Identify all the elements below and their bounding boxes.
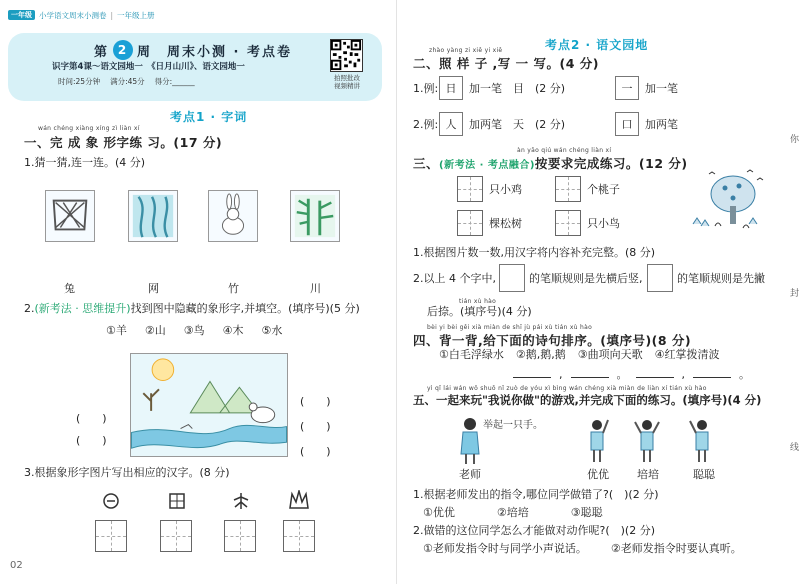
q3-2c: 的笔顺规则是先撇 bbox=[677, 272, 765, 285]
q3-2b: 的笔顺规则是先横后竖, bbox=[529, 272, 643, 285]
tree-pictograph-icon bbox=[232, 492, 250, 510]
q2-ex1-char: 日 bbox=[439, 76, 463, 100]
pictograph-net-image bbox=[45, 190, 95, 242]
scene-answer-5[interactable]: ( ) bbox=[300, 445, 331, 458]
q1-2-tag: (新考法 · 思维提升) bbox=[34, 302, 131, 315]
grade-badge: 一年级 bbox=[8, 10, 35, 20]
q2-pinyin: zhào yàng zi xiě yi xiě bbox=[429, 47, 503, 54]
word-3: 竹 bbox=[228, 282, 239, 295]
q5-1-title: 1.根据老师发出的指令,哪位同学做错了?( )(2 分) bbox=[413, 488, 659, 501]
scene-answer-2[interactable]: ( ) bbox=[76, 412, 107, 425]
margin-char-2: 封 bbox=[790, 289, 800, 299]
q5-pinyin: yì qǐ lái wán wǒ shuō nǐ zuò de yóu xì bìng wán chéng xià miàn de liàn xí tián xù hào bbox=[427, 385, 707, 392]
peach-tree-image bbox=[687, 168, 769, 232]
grade-label: 一年级上册 bbox=[117, 10, 155, 20]
scene-answer-3[interactable]: ( ) bbox=[300, 420, 331, 433]
top-header: 一年级 小学语文周末小测卷 | 一年级上册 bbox=[8, 8, 155, 22]
pictograph-river-image bbox=[128, 190, 178, 242]
label-youyou: 优优 bbox=[587, 468, 609, 481]
q2-ex2-char: 人 bbox=[439, 112, 463, 136]
pictograph-rabbit-image bbox=[208, 190, 258, 242]
writing-grid-2[interactable] bbox=[160, 520, 192, 552]
label-teacher: 老师 bbox=[459, 468, 481, 481]
left-page bbox=[0, 0, 396, 584]
q2-title: 二、照 样 子 ,写 一 写。(4 分) bbox=[413, 56, 599, 71]
fire-pictograph-icon bbox=[288, 490, 310, 510]
q2-ex1-b-char: 一 bbox=[615, 76, 639, 100]
q1-2-line: 2.(新考法 · 思维提升)找到图中隐藏的象形字,并填空。(填序号)(5 分) bbox=[24, 302, 360, 315]
q2-ex2-text: 加两笔 天 (2 分) bbox=[469, 118, 566, 131]
q4-title: 四、背一背,给下面的诗句排序。(填序号)(8 分) bbox=[413, 333, 692, 348]
banner-meta bbox=[58, 76, 195, 87]
q3-pinyin: àn yāo qiú wán chéng liàn xí bbox=[517, 147, 612, 154]
q3-item-4: 只小鸟 bbox=[587, 217, 620, 230]
label-peipei: 培培 bbox=[637, 468, 659, 481]
q3-2-answer-box-2[interactable] bbox=[647, 264, 673, 292]
q1-3-title: 3.根据象形字图片写出相应的汉字。(8 分) bbox=[24, 466, 230, 479]
q3-item-3: 棵松树 bbox=[489, 217, 522, 230]
right-page bbox=[396, 0, 800, 584]
page-number: 02 bbox=[10, 560, 23, 571]
q5-title: 五、一起来玩"我说你做"的游戏,并完成下面的练习。(填序号)(4 分) bbox=[413, 393, 762, 407]
q3-2-answer-box-1[interactable] bbox=[499, 264, 525, 292]
teacher-figure-image bbox=[455, 416, 485, 466]
word-1: 兔 bbox=[64, 282, 75, 295]
q5-2-title: 2.做错的这位同学怎么才能做对动作呢?( )(2 分) bbox=[413, 524, 655, 537]
field-pictograph-icon bbox=[168, 492, 186, 510]
q5-1-options: ①优优 ②培培 ③聪聪 bbox=[423, 506, 603, 519]
banner-subtitle: 识字第4课～语文园地一 《日月山川》、语文园地一 bbox=[52, 62, 245, 72]
margin-char-3: 线 bbox=[790, 443, 800, 453]
section-2-title: 考点2 · 语文园地 bbox=[545, 38, 649, 52]
q1-1-title: 1.猜一猜,连一连。(4 分) bbox=[24, 156, 146, 169]
writing-grid-4[interactable] bbox=[283, 520, 315, 552]
pictograph-bamboo-image bbox=[290, 190, 340, 242]
student-congcong-image bbox=[689, 418, 715, 464]
q2-ex2-label: 2.例: bbox=[413, 118, 439, 131]
got-label: 得分:______ bbox=[154, 77, 195, 86]
qr-code-icon[interactable] bbox=[330, 39, 363, 72]
q3-grid-2[interactable] bbox=[555, 176, 581, 202]
margin-char-1: 你 bbox=[790, 135, 800, 145]
q3-line: 三、(新考法 · 考点融合)按要求完成练习。(12 分) bbox=[413, 156, 688, 171]
writing-grid-1[interactable] bbox=[95, 520, 127, 552]
q1-pinyin: wán chéng xiàng xíng zì liàn xí bbox=[38, 125, 140, 132]
section-1-title: 考点1 · 字词 bbox=[170, 110, 248, 124]
q3-2d: 后捺。(填序号)(4 分) bbox=[427, 305, 532, 318]
q4-options: ①白毛浮绿水 ②鹅,鹅,鹅 ③曲项向天歌 ④红掌拨清波 bbox=[439, 348, 720, 361]
scene-answer-4[interactable]: ( ) bbox=[76, 434, 107, 447]
banner-title: 第 2 周 周末小测 · 考点卷 bbox=[94, 40, 292, 60]
q3-grid-3[interactable] bbox=[457, 210, 483, 236]
word-2: 网 bbox=[148, 282, 159, 295]
writing-grid-3[interactable] bbox=[224, 520, 256, 552]
q3-1-title: 1.根据图片数一数,用汉字将内容补充完整。(8 分) bbox=[413, 246, 656, 259]
q3-2d-pinyin: tián xù hào bbox=[459, 298, 497, 305]
score-label: 满分:45分 bbox=[110, 77, 145, 86]
q4-pinyin: bèi yi bèi gěi xià miàn de shī jù pái xù tián xù hào bbox=[427, 324, 593, 331]
time-label: 时间:25分钟 bbox=[58, 77, 101, 86]
q3-2a: 2.以上 4 个字中, bbox=[413, 272, 496, 285]
sun-pictograph-icon bbox=[102, 492, 120, 510]
q3-grid-4[interactable] bbox=[555, 210, 581, 236]
label-congcong: 聪聪 bbox=[693, 468, 715, 481]
q2-ex1-b-text: 加一笔 bbox=[645, 82, 678, 95]
qr-label: 拍照批改 视频精讲 bbox=[334, 74, 360, 90]
week-number: 2 bbox=[113, 40, 133, 60]
q4-answer-blanks[interactable]: , 。 , 。 bbox=[513, 368, 750, 382]
scene-answer-1[interactable]: ( ) bbox=[300, 395, 331, 408]
q3-item-1: 只小鸡 bbox=[489, 183, 522, 196]
q1-title: 一、完 成 象 形字练 习。(17 分) bbox=[24, 135, 223, 150]
word-4: 川 bbox=[310, 282, 321, 295]
student-youyou-image bbox=[585, 418, 609, 464]
q2-ex1-text: 加一笔 目 (2 分) bbox=[469, 82, 566, 95]
q2-ex1-label: 1.例: bbox=[413, 82, 439, 95]
series-title: 小学语文周末小测卷 bbox=[39, 10, 107, 20]
hidden-pictograph-scene-image bbox=[130, 353, 288, 457]
q2-ex2-b-text: 加两笔 bbox=[645, 118, 678, 131]
q3-grid-1[interactable] bbox=[457, 176, 483, 202]
teacher-speech: 举起一只手。 bbox=[483, 420, 543, 431]
q5-2-options: ①老师发指令时与同学小声说话。 ②老师发指令时要认真听。 bbox=[423, 542, 742, 555]
student-peipei-image bbox=[633, 418, 661, 464]
q3-item-2: 个桃子 bbox=[587, 183, 620, 196]
q1-2-options: ①羊 ②山 ③鸟 ④木 ⑤水 bbox=[106, 324, 283, 337]
q2-ex2-b-char: 口 bbox=[615, 112, 639, 136]
q3-tag: (新考法 · 考点融合) bbox=[439, 160, 535, 171]
